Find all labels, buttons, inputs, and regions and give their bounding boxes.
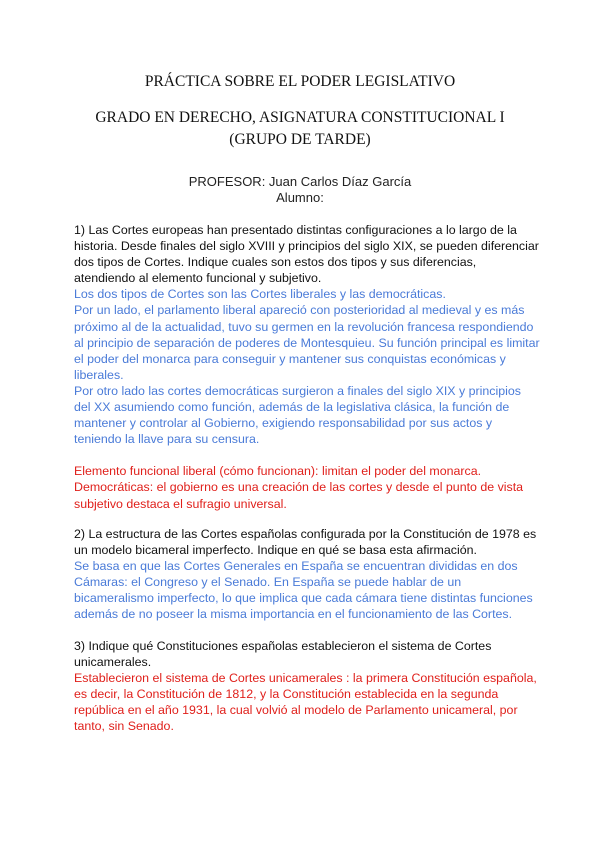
spacer — [74, 447, 534, 463]
q1-question-line: historia. Desde finales del siglo XVIII y principios del siglo XIX, se pueden diferenciar — [74, 239, 539, 254]
q1-answer-line: Por otro lado las cortes democráticas surgieron a finales del siglo XIX y principios — [74, 383, 521, 398]
q2-answer-line: además de no poseer la misma importancia en el funcionamiento de las Cortes. — [74, 607, 513, 622]
q1-note-line: subjetivo destaca el sufragio universal. — [74, 496, 287, 511]
question-2-block — [74, 526, 537, 623]
q1-answer-line: teniendo la llave para su censura. — [74, 432, 260, 447]
q1-answer-line: liberales. — [74, 367, 124, 382]
q2-answer-line: Cámaras: el Congreso y el Senado. En España se puede hablar de un — [74, 575, 462, 590]
q3-question-line: unicamerales. — [74, 655, 152, 670]
document-title: PRÁCTICA SOBRE EL PODER LEGISLATIVO — [144, 73, 456, 90]
q3-answer-line: Establecieron el sistema de Cortes unicamerales : la primera Constitución española, — [74, 671, 537, 686]
q1-answer-line: Los dos tipos de Cortes son las Cortes liberales y las democráticas. — [74, 287, 446, 302]
document-subtitle-line2: (GRUPO DE TARDE) — [229, 131, 371, 148]
document-subtitle-line1: GRADO EN DERECHO, ASIGNATURA CONSTITUCIONAL I — [95, 109, 505, 126]
q3-answer-line: república en el año 1931, la cual volvió al modelo de Parlamento unicameral, por — [74, 703, 518, 718]
question-1-block — [74, 222, 540, 512]
q1-answer-line: mantener y controlar al Gobierno, exigiendo responsabilidad por sus actos y — [74, 416, 493, 431]
q1-answer-line: Por un lado, el parlamento liberal apareció con posterioridad al medieval y es más — [74, 303, 525, 318]
q1-question-line: 1) Las Cortes europeas han presentado distintas configuraciones a lo largo de la — [74, 223, 517, 237]
q2-answer-line: Se basa en que las Cortes Generales en España se encuentran divididas en dos — [74, 559, 518, 574]
q1-answer-line: el poder del monarca para conseguir y mantener sus conquistas económicas y — [74, 351, 506, 366]
q3-question-line: 3) Indique qué Constituciones españolas establecieron el sistema de Cortes — [74, 639, 492, 653]
q1-answer-line: del XX asumiendo como función, además de la legislativa clásica, la función de — [74, 400, 510, 415]
q1-question-line: atendiendo al elemento funcional y subjetivo. — [74, 271, 322, 286]
q1-answer-line: al principio de separación de poderes de Montesquieu. Su función principal es limitar — [74, 335, 540, 350]
q2-question-line: 2) La estructura de las Cortes españolas configurada por la Constitución de 1978 es — [74, 527, 537, 541]
q1-note-line: Elemento funcional liberal (cómo funcionan): limitan el poder del monarca. — [74, 464, 482, 479]
question-3-block — [74, 638, 537, 735]
student-line: Alumno: — [276, 190, 324, 205]
q1-note-line: Democráticas: el gobierno es una creación de las cortes y desde el punto de vista — [74, 480, 524, 495]
professor-line: PROFESOR: Juan Carlos Díaz García — [188, 174, 412, 189]
q1-answer-line: próximo al de la actualidad, tuvo su germen en la revolución francesa respondiendo — [74, 319, 534, 334]
q2-question-line: un modelo bicameral imperfecto. Indique en qué se basa esta afirmación. — [74, 543, 477, 558]
q2-answer-line: bicameralismo imperfecto, lo que implica que cada cámara tiene distintas funciones — [74, 591, 533, 606]
q3-answer-line: es decir, la Constitución de 1812, y la Constitución establecida en la segunda — [74, 687, 499, 702]
q3-answer-line: tanto, sin Senado. — [74, 719, 174, 734]
q1-question-line: dos tipos de Cortes. Indique cuales son estos dos tipos y sus diferencias, — [74, 255, 477, 270]
